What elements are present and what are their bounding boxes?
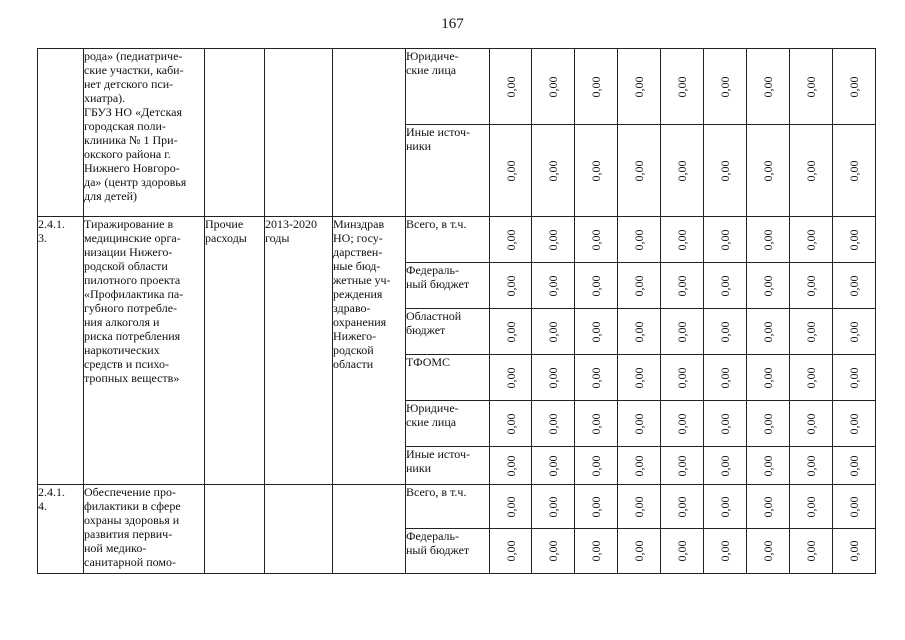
amount-cell	[575, 309, 618, 355]
amount-cell	[833, 485, 876, 529]
amount-cell	[618, 355, 661, 401]
amount-value: 0,00	[804, 76, 818, 97]
funding-source: ТФОМС	[406, 355, 490, 401]
amount-value: 0,00	[847, 413, 861, 434]
amount-cell	[704, 263, 747, 309]
amount-value: 0,00	[589, 160, 603, 181]
amount-value: 0,00	[718, 540, 732, 562]
amount-value: 0,00	[546, 160, 560, 181]
funding-source: Иные источ- ники	[406, 447, 490, 485]
amount-cell	[747, 263, 790, 309]
amount-value: 0,00	[847, 455, 861, 476]
amount-value: 0,00	[761, 413, 775, 434]
amount-cell	[661, 49, 704, 125]
amount-value: 0,00	[589, 496, 603, 517]
expense-type	[205, 485, 265, 574]
amount-cell	[490, 485, 532, 529]
amount-value: 0,00	[503, 540, 518, 562]
amount-value: 0,00	[546, 321, 560, 342]
amount-cell	[833, 355, 876, 401]
amount-cell	[618, 401, 661, 447]
amount-value: 0,00	[804, 321, 818, 342]
amount-value: 0,00	[503, 229, 518, 250]
amount-value: 0,00	[503, 455, 518, 476]
amount-value: 0,00	[718, 413, 732, 434]
amount-cell	[790, 485, 833, 529]
amount-value: 0,00	[847, 76, 861, 97]
amount-cell	[704, 401, 747, 447]
amount-cell	[575, 401, 618, 447]
item-name: Обеспечение про- филактики в сфере охраны здоровья и развития первич- ной медико- санитарной помо-	[84, 485, 205, 574]
amount-value: 0,00	[675, 275, 689, 296]
amount-cell	[704, 49, 747, 125]
amount-cell	[704, 529, 747, 574]
budget-table	[37, 48, 876, 574]
amount-value: 0,00	[503, 367, 518, 388]
amount-cell	[575, 263, 618, 309]
amount-value: 0,00	[632, 496, 646, 517]
amount-value: 0,00	[546, 367, 560, 388]
amount-cell	[618, 217, 661, 263]
amount-cell	[575, 217, 618, 263]
amount-cell	[532, 485, 575, 529]
amount-cell	[790, 309, 833, 355]
expense-type: Прочие расходы	[205, 217, 265, 485]
amount-cell	[704, 485, 747, 529]
amount-value: 0,00	[804, 455, 818, 476]
amount-cell	[490, 309, 532, 355]
amount-cell	[575, 447, 618, 485]
amount-cell	[532, 309, 575, 355]
funding-source: Иные источ- ники	[406, 125, 490, 217]
amount-value: 0,00	[503, 321, 518, 342]
table-row	[38, 217, 876, 263]
amount-value: 0,00	[804, 275, 818, 296]
amount-cell	[833, 263, 876, 309]
amount-cell	[790, 401, 833, 447]
amount-value: 0,00	[675, 455, 689, 476]
amount-cell	[575, 125, 618, 217]
amount-value: 0,00	[632, 229, 646, 250]
item-number: 2.4.1. 4.	[38, 485, 84, 574]
amount-value: 0,00	[589, 540, 603, 562]
amount-value: 0,00	[675, 496, 689, 517]
table-row	[38, 49, 876, 125]
amount-cell	[618, 529, 661, 574]
amount-value: 0,00	[804, 367, 818, 388]
amount-cell	[618, 49, 661, 125]
amount-value: 0,00	[589, 275, 603, 296]
amount-value: 0,00	[632, 455, 646, 476]
amount-value: 0,00	[546, 76, 560, 97]
amount-value: 0,00	[589, 367, 603, 388]
amount-cell	[790, 447, 833, 485]
amount-value: 0,00	[632, 367, 646, 388]
implementation-years: 2013-2020 годы	[265, 217, 333, 485]
implementation-years	[265, 485, 333, 574]
amount-cell	[661, 263, 704, 309]
amount-value: 0,00	[761, 321, 775, 342]
amount-cell	[790, 49, 833, 125]
amount-cell	[618, 263, 661, 309]
amount-value: 0,00	[589, 321, 603, 342]
amount-value: 0,00	[589, 413, 603, 434]
amount-value: 0,00	[675, 367, 689, 388]
amount-value: 0,00	[503, 76, 518, 97]
amount-cell	[661, 401, 704, 447]
amount-value: 0,00	[632, 275, 646, 296]
amount-cell	[575, 49, 618, 125]
item-name: Тиражирование в медицинские орга- низации Нижего- родской области пилотного проекта «Профилактика па- губного потребле- ния алкоголя и риска потребления наркотических средств и психо- тропных веществ»	[84, 217, 205, 485]
executor: Минздрав НО; госу- дарствен- ные бюд- жетные уч- реждения здраво- охранения Нижего- родской области	[333, 217, 406, 485]
amount-cell	[532, 401, 575, 447]
amount-cell	[490, 217, 532, 263]
amount-value: 0,00	[718, 321, 732, 342]
item-number: 2.4.1. 3.	[38, 217, 84, 485]
amount-value: 0,00	[546, 275, 560, 296]
amount-cell	[532, 263, 575, 309]
amount-cell	[833, 401, 876, 447]
amount-cell	[790, 263, 833, 309]
amount-cell	[532, 49, 575, 125]
amount-cell	[747, 125, 790, 217]
amount-cell	[833, 49, 876, 125]
amount-value: 0,00	[761, 367, 775, 388]
item-name: рода» (педиатриче- ские участки, каби- нет детского пси- хиатра). ГБУЗ НО «Детская городская поли- клиника № 1 При- окского района г. Нижнего Новгоро- да» (центр здоровья для детей)	[84, 49, 205, 217]
funding-source: Всего, в т.ч.	[406, 217, 490, 263]
amount-cell	[575, 485, 618, 529]
amount-cell	[661, 309, 704, 355]
amount-cell	[618, 125, 661, 217]
amount-cell	[618, 309, 661, 355]
amount-cell	[532, 355, 575, 401]
amount-cell	[704, 355, 747, 401]
amount-value: 0,00	[503, 160, 518, 181]
amount-value: 0,00	[804, 496, 818, 517]
amount-cell	[490, 529, 532, 574]
amount-cell	[661, 217, 704, 263]
amount-cell	[490, 447, 532, 485]
amount-value: 0,00	[804, 413, 818, 434]
table-row	[38, 485, 876, 529]
amount-value: 0,00	[675, 160, 689, 181]
amount-value: 0,00	[718, 455, 732, 476]
amount-cell	[747, 217, 790, 263]
amount-cell	[790, 217, 833, 263]
amount-value: 0,00	[847, 160, 861, 181]
amount-value: 0,00	[503, 413, 518, 434]
expense-type	[205, 49, 265, 217]
amount-value: 0,00	[546, 455, 560, 476]
amount-cell	[532, 447, 575, 485]
amount-cell	[747, 49, 790, 125]
amount-value: 0,00	[546, 229, 560, 250]
amount-cell	[490, 125, 532, 217]
amount-value: 0,00	[632, 540, 646, 562]
amount-cell	[833, 309, 876, 355]
amount-value: 0,00	[761, 229, 775, 250]
funding-source: Федераль- ный бюджет	[406, 529, 490, 574]
amount-cell	[661, 447, 704, 485]
amount-value: 0,00	[675, 321, 689, 342]
amount-value: 0,00	[503, 275, 518, 296]
amount-cell	[661, 125, 704, 217]
amount-value: 0,00	[632, 160, 646, 181]
amount-cell	[790, 355, 833, 401]
amount-cell	[704, 217, 747, 263]
amount-value: 0,00	[804, 540, 818, 562]
amount-cell	[490, 401, 532, 447]
amount-value: 0,00	[718, 160, 732, 181]
amount-cell	[790, 529, 833, 574]
amount-value: 0,00	[675, 229, 689, 250]
amount-cell	[833, 217, 876, 263]
amount-value: 0,00	[847, 229, 861, 250]
amount-value: 0,00	[761, 455, 775, 476]
amount-value: 0,00	[847, 367, 861, 388]
amount-value: 0,00	[718, 229, 732, 250]
amount-value: 0,00	[847, 321, 861, 342]
amount-value: 0,00	[675, 76, 689, 97]
amount-cell	[490, 49, 532, 125]
amount-value: 0,00	[847, 275, 861, 296]
funding-source: Юридиче- ские лица	[406, 49, 490, 125]
amount-cell	[532, 529, 575, 574]
funding-source: Областной бюджет	[406, 309, 490, 355]
amount-value: 0,00	[761, 540, 775, 562]
funding-source: Юридиче- ские лица	[406, 401, 490, 447]
amount-cell	[747, 355, 790, 401]
amount-cell	[704, 309, 747, 355]
amount-value: 0,00	[804, 229, 818, 250]
amount-value: 0,00	[589, 455, 603, 476]
amount-value: 0,00	[546, 413, 560, 434]
amount-cell	[490, 355, 532, 401]
amount-value: 0,00	[847, 496, 861, 517]
amount-value: 0,00	[632, 321, 646, 342]
funding-source: Всего, в т.ч.	[406, 485, 490, 529]
amount-cell	[833, 529, 876, 574]
amount-value: 0,00	[675, 540, 689, 562]
amount-cell	[532, 125, 575, 217]
amount-cell	[618, 447, 661, 485]
amount-cell	[704, 447, 747, 485]
amount-value: 0,00	[761, 76, 775, 97]
amount-cell	[661, 355, 704, 401]
amount-value: 0,00	[632, 76, 646, 97]
amount-value: 0,00	[847, 540, 861, 562]
funding-source: Федераль- ный бюджет	[406, 263, 490, 309]
amount-cell	[833, 447, 876, 485]
amount-cell	[747, 447, 790, 485]
executor	[333, 485, 406, 574]
amount-value: 0,00	[718, 496, 732, 517]
amount-cell	[618, 485, 661, 529]
amount-cell	[704, 125, 747, 217]
amount-value: 0,00	[546, 540, 560, 562]
item-number	[38, 49, 84, 217]
amount-value: 0,00	[761, 275, 775, 296]
amount-cell	[661, 529, 704, 574]
amount-value: 0,00	[589, 229, 603, 250]
amount-cell	[575, 355, 618, 401]
implementation-years	[265, 49, 333, 217]
amount-value: 0,00	[632, 413, 646, 434]
amount-cell	[790, 125, 833, 217]
amount-value: 0,00	[589, 76, 603, 97]
amount-value: 0,00	[546, 496, 560, 517]
amount-cell	[747, 401, 790, 447]
amount-value: 0,00	[675, 413, 689, 434]
amount-cell	[747, 485, 790, 529]
amount-cell	[532, 217, 575, 263]
amount-value: 0,00	[804, 160, 818, 181]
amount-cell	[747, 309, 790, 355]
page-number: 167	[441, 16, 464, 32]
executor	[333, 49, 406, 217]
amount-value: 0,00	[761, 496, 775, 517]
amount-cell	[575, 529, 618, 574]
amount-cell	[833, 125, 876, 217]
amount-value: 0,00	[503, 496, 518, 517]
amount-value: 0,00	[718, 367, 732, 388]
amount-cell	[490, 263, 532, 309]
amount-value: 0,00	[761, 160, 775, 181]
amount-value: 0,00	[718, 275, 732, 296]
amount-cell	[661, 485, 704, 529]
amount-value: 0,00	[718, 76, 732, 97]
amount-cell	[747, 529, 790, 574]
